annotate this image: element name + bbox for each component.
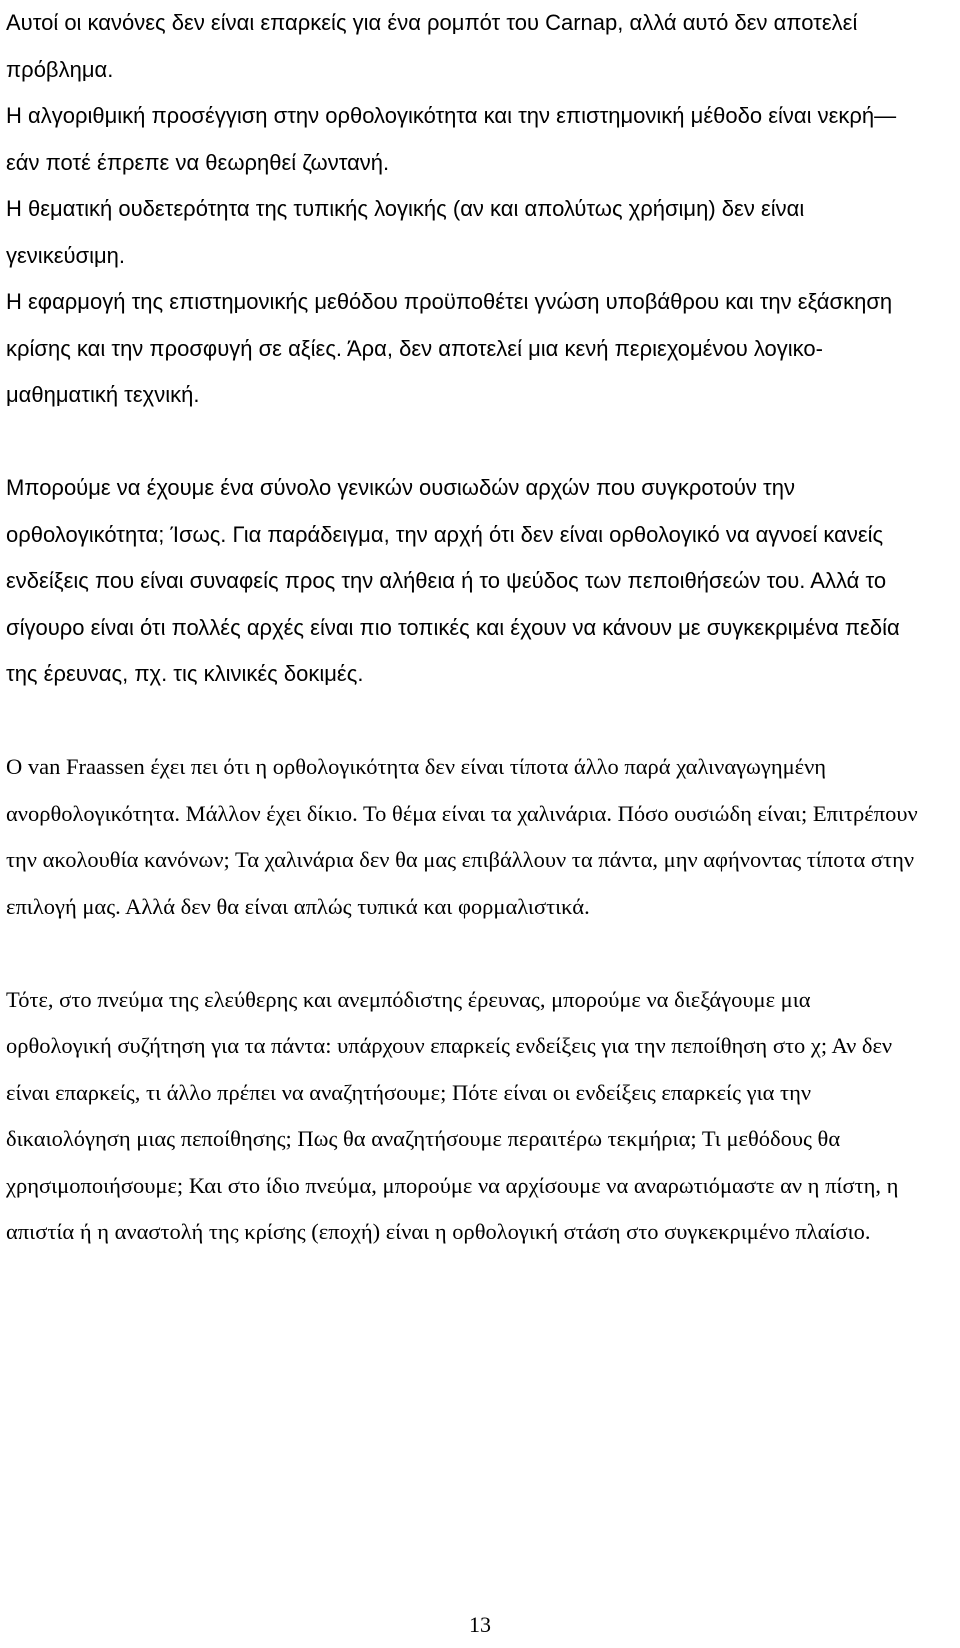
document-page — [6, 0, 921, 1256]
paragraph-rule-3: Η θεματική ουδετερότητα της τυπικής λογικής (αν και απολύτως χρήσιμη) δεν είναι γενικεύσιμη. — [6, 196, 805, 268]
paragraph-free-inquiry: Τότε, στο πνεύμα της ελεύθερης και ανεμπόδιστης έρευνας, μπορούμε να διεξάγουμε μια ορθολογική συζήτηση για τα πάντα: υπάρχουν επαρκείς ενδείξεις για την πεποίθηση στο χ; Αν δεν είναι επαρκείς, τι άλλο πρέπει να αναζητήσουμε; Πότε είναι οι ενδείξεις επαρκείς για την δικαιολόγηση μιας πεποίθησης; Πως θα αναζητήσουμε περαιτέρω τεκμήρια; Τι μεθόδους θα χρησιμοποιήσουμε; Και στο ίδιο πνεύμα, μπορούμε να αρχίσουμε να αναρωτιόμαστε αν η πίστη, η απιστία ή η αναστολή της κρίσης (εποχή) είναι η ορθολογική στάση στο συγκεκριμένο πλαίσιο. — [6, 986, 899, 1244]
paragraph-spacer — [6, 698, 921, 745]
paragraph-van-fraassen: Ο van Fraassen έχει πει ότι η ορθολογικότητα δεν είναι τίποτα άλλο παρά χαλιναγωγημένη ανορθολογικότητα. Μάλλον έχει δίκιο. Το θέμα είναι τα χαλινάρια. Πόσο ουσιώδη είναι; Επιτρέπουν την ακολουθία κανόνων; Τα χαλινάρια δεν θα μας επιβάλλουν τα πάντα, μην αφήνοντας τίποτα στην επιλογή μας. Αλλά δεν θα είναι απλώς τυπικά και φορμαλιστικά. — [6, 754, 918, 919]
paragraph-rule-4: Η εφαρμογή της επιστημονικής μεθόδου προϋποθέτει γνώση υποβάθρου και την εξάσκηση κρίσης και την προσφυγή σε αξίες. Άρα, δεν αποτελεί μια κενή περιεχομένου λογικο-μαθηματική τεχνική. — [6, 289, 893, 407]
paragraph-rule-2: Η αλγοριθμική προσέγγιση στην ορθολογικότητα και την επιστημονική μέθοδο είναι νεκρή—εάν ποτέ έπρεπε να θεωρηθεί ζωντανή. — [6, 103, 897, 175]
paragraph-principles: Μπορούμε να έχουμε ένα σύνολο γενικών ουσιωδών αρχών που συγκροτούν την ορθολογικότητα; Ίσως. Για παράδειγμα, την αρχή ότι δεν είναι ορθολογικό να αγνοεί κανείς ενδείξεις που είναι συναφείς προς την αλήθεια ή το ψεύδος των πεποιθήσεών του. Αλλά το σίγουρο είναι ότι πολλές αρχές είναι πιο τοπικές και έχουν να κάνουν με συγκεκριμένα πεδία της έρευνας, πχ. τις κλινικές δοκιμές. — [6, 475, 900, 686]
paragraph-spacer — [6, 419, 921, 466]
paragraph-rule-1: Αυτοί οι κανόνες δεν είναι επαρκείς για ένα ρομπότ του Carnap, αλλά αυτό δεν αποτελεί πρόβλημα. — [6, 10, 858, 82]
paragraph-spacer — [6, 930, 921, 977]
page-number: 13 — [469, 1612, 491, 1637]
